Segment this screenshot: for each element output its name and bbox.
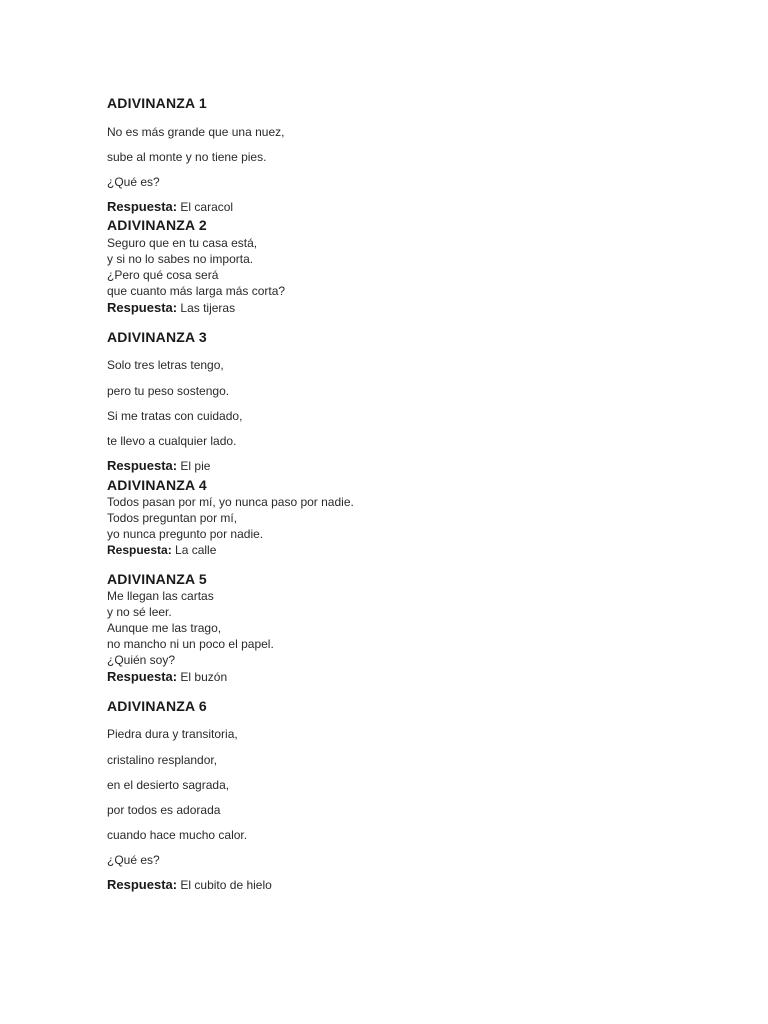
answer-text: La calle: [171, 543, 217, 557]
riddle-line: cuando hace mucho calor.: [107, 828, 248, 842]
answer-label: Respuesta:: [107, 458, 178, 473]
riddle-line: Piedra dura y transitoria,: [107, 727, 238, 741]
answer-label: Respuesta:: [107, 543, 172, 557]
riddle-line: y no sé leer.: [107, 605, 172, 619]
riddle-answer: [107, 458, 210, 474]
riddle-line: Aunque me las trago,: [107, 621, 222, 635]
riddle-line: ¿Pero qué cosa será: [107, 268, 219, 282]
riddle-line: ¿Qué es?: [107, 175, 160, 189]
riddle-title: ADIVINANZA 6: [107, 698, 207, 714]
riddle-answer: [107, 877, 272, 893]
riddle-line: cristalino resplandor,: [107, 753, 218, 767]
answer-text: El pie: [177, 459, 211, 473]
riddle-line: y si no lo sabes no importa.: [107, 252, 254, 266]
riddle-line: te llevo a cualquier lado.: [107, 434, 237, 448]
riddle-line: sube al monte y no tiene pies.: [107, 150, 267, 164]
riddle-answer: [107, 542, 216, 558]
riddle-title: ADIVINANZA 1: [107, 95, 207, 111]
riddle-4: [107, 476, 707, 557]
riddle-line: Solo tres letras tengo,: [107, 358, 224, 372]
answer-label: Respuesta:: [107, 199, 178, 214]
riddle-line: por todos es adorada: [107, 803, 221, 817]
riddle-answer: [107, 669, 227, 685]
riddle-line: yo nunca pregunto por nadie.: [107, 527, 264, 541]
answer-label: Respuesta:: [107, 669, 178, 684]
riddle-line: en el desierto sagrada,: [107, 778, 230, 792]
answer-text: El cubito de hielo: [177, 878, 272, 892]
answer-label: Respuesta:: [107, 300, 178, 315]
riddle-line: Me llegan las cartas: [107, 589, 214, 603]
riddle-line: no mancho ni un poco el papel.: [107, 637, 274, 651]
riddle-line: Si me tratas con cuidado,: [107, 409, 243, 423]
riddle-3: [107, 328, 707, 473]
answer-text: El buzón: [177, 670, 228, 684]
riddle-1: [107, 94, 707, 214]
riddle-line: ¿Quién soy?: [107, 653, 176, 667]
riddle-title: ADIVINANZA 2: [107, 217, 207, 233]
answer-label: Respuesta:: [107, 877, 178, 892]
riddle-6: [107, 697, 707, 892]
riddle-line: Todos pasan por mí, yo nunca paso por nadie.: [107, 495, 354, 509]
riddle-5: [107, 570, 707, 684]
riddle-line: Seguro que en tu casa está,: [107, 236, 258, 250]
riddle-title: ADIVINANZA 4: [107, 477, 207, 493]
riddle-2: [107, 216, 707, 315]
riddle-line: Todos preguntan por mí,: [107, 511, 238, 525]
answer-text: El caracol: [177, 200, 234, 214]
riddle-line: ¿Qué es?: [107, 853, 160, 867]
riddle-answer: [107, 300, 235, 316]
answer-text: Las tijeras: [177, 301, 236, 315]
riddle-line: pero tu peso sostengo.: [107, 384, 230, 398]
riddle-title: ADIVINANZA 5: [107, 571, 207, 587]
riddle-line: No es más grande que una nuez,: [107, 125, 285, 139]
riddle-answer: [107, 199, 233, 215]
riddle-line: que cuanto más larga más corta?: [107, 284, 286, 298]
riddle-title: ADIVINANZA 3: [107, 329, 207, 345]
